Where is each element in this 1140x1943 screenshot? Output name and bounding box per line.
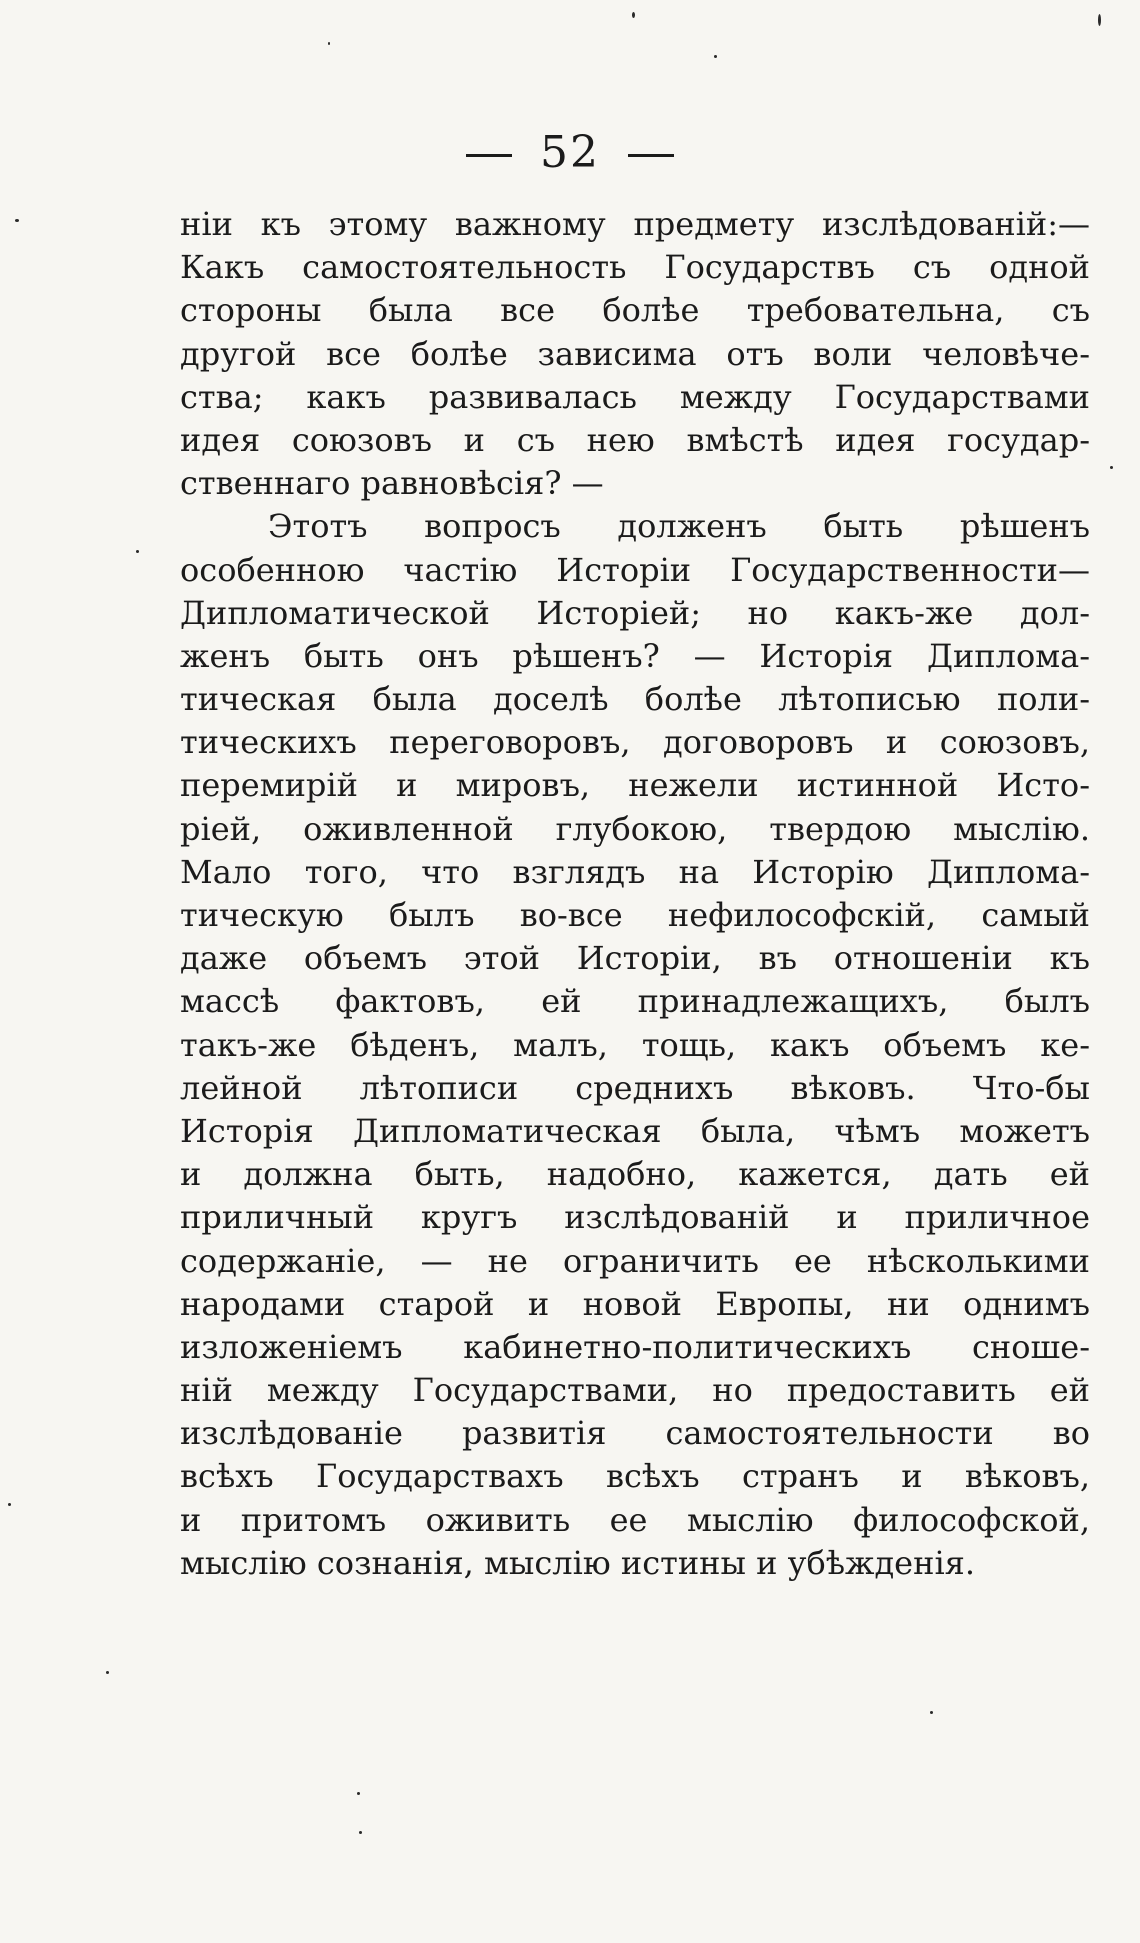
text-line: перемирій и мировъ, нежели истинной Исто- [180,766,1090,805]
text-line: даже объемъ этой Исторіи, въ отношеніи къ [180,939,1090,978]
text-line: лейной лѣтописи среднихъ вѣковъ. Что-бы [180,1068,1090,1107]
scan-speck [136,550,139,553]
text-line: особенною частію Исторіи Государственности— [180,550,1090,589]
scan-speck [1110,466,1113,469]
text-line: массѣ фактовъ, ей принадлежащихъ, былъ [180,982,1090,1021]
scan-speck [357,1792,360,1795]
text-line: Дипломатической Исторіей; но какъ-же дол- [180,593,1090,632]
text-line: женъ быть онъ рѣшенъ? — Исторія Диплома- [180,636,1090,675]
page-header [0,125,1140,181]
text-line: Мало того, что взглядъ на Исторію Диплома- [180,852,1090,891]
scan-speck [930,1711,933,1714]
scan-speck [106,1671,109,1674]
body-text [180,203,1090,1585]
text-line: изложеніемъ кабинетно-политическихъ сноше- [180,1327,1090,1366]
text-line: идея союзовъ и съ нею вмѣстѣ идея государ- [180,420,1090,459]
text-line: ній между Государствами, но предоставить ей [180,1371,1090,1410]
text-line: ріей, оживленной глубокою, твердою мыслію. [180,809,1090,848]
page-number: 52 [540,127,600,178]
text-line: ства; какъ развивалась между Государствами [180,377,1090,416]
text-line: изслѣдованіе развитія самостоятельности во [180,1414,1090,1453]
paragraph-start-line: Этотъ вопросъ долженъ быть рѣшенъ [268,507,1090,546]
text-line: другой все болѣе зависима отъ воли человѣче- [180,334,1090,373]
text-line: тическихъ переговоровъ, договоровъ и союзовъ, [180,723,1090,762]
text-line: тическая была доселѣ болѣе лѣтописью поли- [180,680,1090,719]
scan-speck [8,1503,11,1506]
scan-speck [632,12,635,18]
text-line: всѣхъ Государствахъ всѣхъ странъ и вѣковъ, [180,1457,1090,1496]
header-dash-right [628,154,674,157]
text-line: такъ-же бѣденъ, малъ, тощь, какъ объемъ ке- [180,1025,1090,1064]
scan-speck [328,42,330,45]
text-line: тическую былъ во-все нефилософскій, самый [180,896,1090,934]
text-line: народами старой и новой Европы, ни однимъ [180,1284,1090,1323]
text-line: Исторія Дипломатическая была, чѣмъ можетъ [180,1111,1090,1150]
text-line: Какъ самостоятельность Государствъ съ одной [180,248,1090,287]
scan-speck [714,55,717,58]
text-line: содержаніе, — не ограничить ее нѣсколькими [180,1241,1090,1280]
scan-speck [1098,14,1101,26]
text-line: ственнаго равновѣсія? — [180,464,604,503]
text-line: ніи къ этому важному предмету изслѣдованій:— [180,205,1090,243]
text-line: и притомъ оживить ее мыслію философской, [180,1500,1090,1539]
text-line: мыслію сознанія, мыслію истины и убѣжденія. [180,1543,976,1582]
scan-speck [359,1831,362,1834]
text-line: приличный кругъ изслѣдованій и приличное [180,1198,1090,1237]
text-line: и должна быть, надобно, кажется, дать ей [180,1155,1090,1194]
scan-speck [15,219,19,222]
text-line: стороны была все болѣе требовательна, съ [180,291,1090,330]
header-dash-left [466,154,512,157]
